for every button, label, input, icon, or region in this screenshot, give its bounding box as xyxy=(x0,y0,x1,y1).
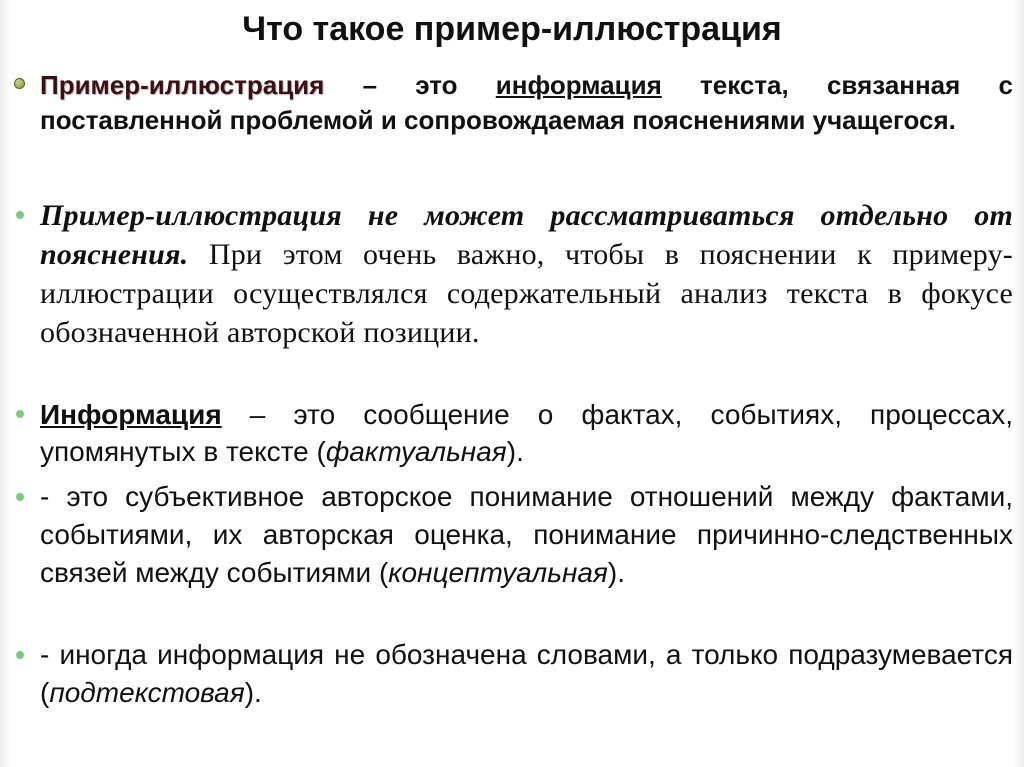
explanation-rest: При этом очень важно, чтобы в пояснении к примеру-иллюстрации осуществлялся содержательный анализ текста в фокусе обозначенной авторской позиции. xyxy=(40,238,1013,349)
conceptual-end: ). xyxy=(607,557,625,588)
subtext-text: - иногда информация не обозначена словами, а только подразумевается ( xyxy=(40,639,1013,708)
conceptual-type: концептуальная xyxy=(388,557,608,588)
factual-type: фактуальная xyxy=(325,436,507,467)
slide-title: Что такое пример-иллюстрация xyxy=(242,10,782,48)
factual-text: – это сообщение о фактах, событиях, процессах, упомянутых в тексте ( xyxy=(40,399,1013,467)
underlined-word-information: информация xyxy=(495,70,662,100)
bullet-dot-icon xyxy=(16,651,24,659)
bullet-dot-icon xyxy=(16,493,24,501)
conceptual-text: - это субъективное авторское понимание отношений между фактами, событиями, их авторская оценка, понимание причинно-следственных связей между событиями ( xyxy=(40,481,1013,588)
bullet-dot-icon xyxy=(16,211,24,219)
term-information: Информация xyxy=(40,399,222,430)
paragraph-explanation xyxy=(40,196,1013,352)
definition-rest: текста, связанная с поставленной проблемой и сопровождаемая пояснениями учащегося. xyxy=(40,70,1013,135)
paragraph-subtext xyxy=(40,636,1013,712)
subtext-end: ). xyxy=(244,677,262,708)
paragraph-definition xyxy=(40,68,1013,138)
emphasis-sentence: Пример-иллюстрация не может рассматриваться отдельно от пояснения. xyxy=(40,199,1013,271)
paragraph-factual xyxy=(40,396,1013,470)
bullet-dot-icon xyxy=(16,410,24,418)
subtext-type: подтекстовая xyxy=(49,677,245,708)
paragraph-conceptual xyxy=(40,478,1013,592)
factual-end: ). xyxy=(506,436,524,467)
bullet-dot-icon xyxy=(14,78,25,89)
term-primer-illustration: Пример-иллюстрация xyxy=(40,70,325,100)
definition-dash: – это xyxy=(324,70,496,100)
